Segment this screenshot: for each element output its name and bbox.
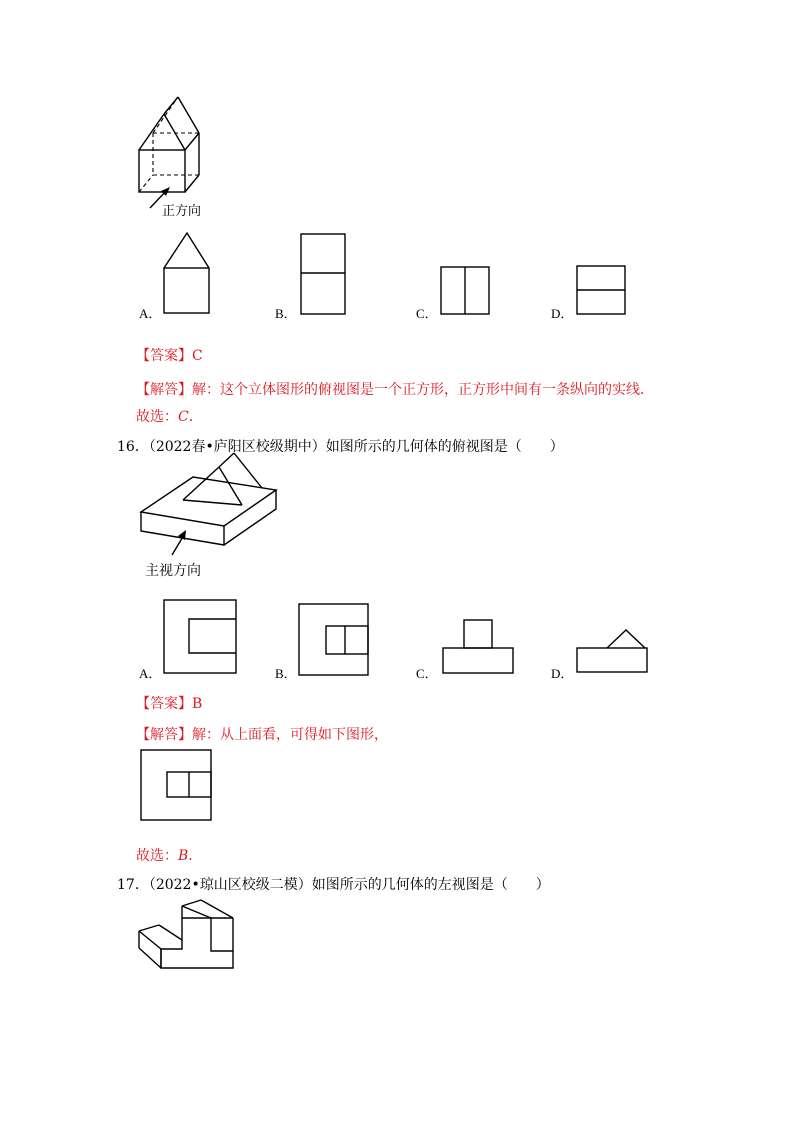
conclusion-value: C: [178, 409, 189, 425]
analysis-tag: 【解答】: [136, 382, 192, 398]
question-text: （2022•琼山区校级二模）如图所示的几何体的左视图是（ ）: [148, 877, 550, 893]
answer-value: B: [192, 696, 203, 712]
option-d-label: D．: [551, 666, 574, 681]
option-c-label: C．: [416, 306, 438, 321]
analysis-text: 解：从上面看，可得如下图形，: [192, 727, 388, 743]
analysis-text: 解：这个立体图形的俯视图是一个正方形，正方形中间有一条纵向的实线．: [192, 382, 654, 398]
conclusion-suffix: ．: [188, 848, 203, 864]
answer-value: C: [192, 348, 203, 364]
main-view-direction-label: 主视方向: [145, 563, 201, 579]
answer-tag: 【答案】: [136, 348, 192, 364]
option-a-label: A．: [139, 306, 162, 321]
answer-tag: 【答案】: [136, 696, 192, 712]
question-number: 16．: [117, 439, 149, 455]
option-d-label: D．: [551, 306, 574, 321]
conclusion-value: B: [178, 848, 189, 864]
option-a-label: A．: [139, 666, 162, 681]
analysis-tag: 【解答】: [136, 727, 192, 743]
conclusion-prefix: 故选：: [136, 848, 178, 864]
front-direction-label: 正方向: [162, 204, 202, 219]
option-b-label: B．: [275, 306, 297, 321]
question-text: （2022春•庐阳区校级期中）如图所示的几何体的俯视图是（ ）: [148, 439, 564, 455]
option-c-label: C．: [416, 666, 438, 681]
conclusion-prefix: 故选：: [136, 409, 178, 425]
conclusion-suffix: ．: [188, 409, 203, 425]
question-number: 17．: [117, 877, 149, 893]
option-b-label: B．: [275, 666, 297, 681]
